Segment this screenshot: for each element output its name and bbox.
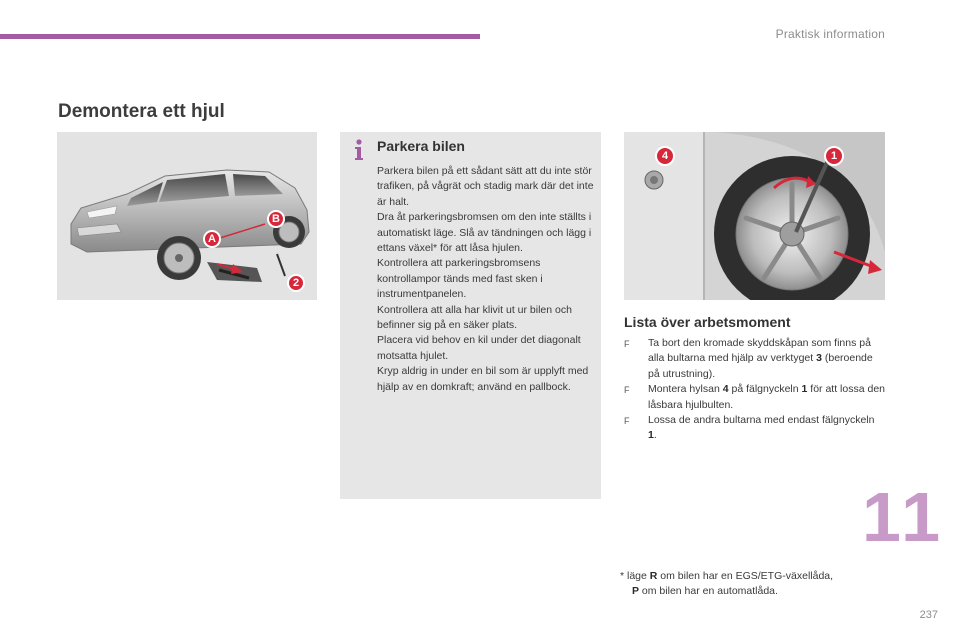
callout-a: A xyxy=(203,230,221,248)
bullet-icon: F xyxy=(624,385,630,396)
list-item: F Montera hylsan 4 på fälgnyckeln 1 för att lossa den låsbara hjulbulten. xyxy=(624,383,886,411)
parking-info-panel xyxy=(340,132,601,499)
callout-2: 2 xyxy=(287,274,305,292)
info-body xyxy=(377,164,595,395)
callout-1: 1 xyxy=(824,146,844,166)
info-title: Parkera bilen xyxy=(377,138,465,154)
callout-4: 4 xyxy=(655,146,675,166)
wheel-illustration xyxy=(624,132,885,300)
chapter-number: 11 xyxy=(862,478,944,556)
steps-list xyxy=(624,336,886,444)
list-item: F Lossa de andra bultarna med endast fälgnyckeln 1. xyxy=(624,414,875,442)
info-icon xyxy=(349,138,369,162)
footnote: * läge R om bilen har en EGS/ETG-växellåda, P om bilen har en automatlåda. xyxy=(620,570,834,597)
bullet-icon: F xyxy=(624,339,630,349)
car-illustration xyxy=(57,132,317,300)
callout-b: B xyxy=(267,210,285,228)
info-paragraph: Dra åt parkeringsbromsen om den inte ställts i automatiskt läge. Slå av tändningen och lägg i ettans växel* för att låsa hjulen. xyxy=(377,211,592,255)
info-paragraph: Parkera bilen på ett sådant sätt att du inte stör trafiken, på vågrät och stadig mark där det inte är halt. xyxy=(377,165,594,208)
page-heading: Demontera ett hjul xyxy=(58,101,225,122)
info-paragraph: Kontrollera att parkeringsbromsens kontrollampor tänds med fast sken i instrumentpanelen. xyxy=(377,257,543,301)
chapter-color-bar xyxy=(0,34,480,39)
info-paragraph: Kontrollera att alla har klivit ut ur bilen och befinner sig på en säker plats. xyxy=(377,303,572,332)
page-number: 237 xyxy=(919,609,938,621)
info-paragraph: Kryp aldrig in under en bil som är upplyft med hjälp av en domkraft; använd en pallbock. xyxy=(377,365,589,393)
chapter-title: Praktisk information xyxy=(775,27,885,41)
info-paragraph: Placera vid behov en kil under det diagonalt motsatta hjulet. xyxy=(377,334,581,362)
steps-title: Lista över arbetsmoment xyxy=(624,314,791,330)
bullet-icon: F xyxy=(624,416,630,427)
list-item: F Ta bort den kromade skyddskåpan som finns på alla bultarna med hjälp av verktyget 3 (beroende på utrustning). xyxy=(624,337,873,380)
